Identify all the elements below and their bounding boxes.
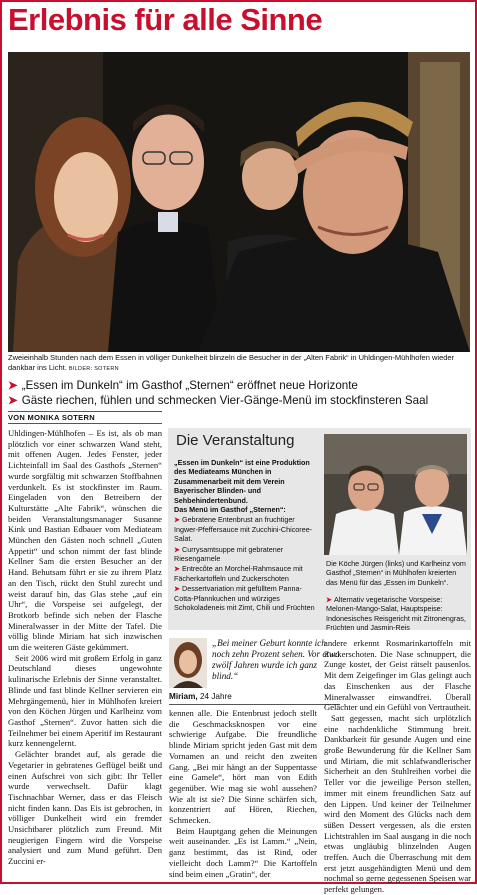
article-column-2 [169,708,317,880]
menu-item: ➤ Dessertvariation mit gefülltem Panna-Cotta-Pfannkuchen und würziges Schokoladeneis mit Zimt, Chili und Früchten [174,584,315,613]
info-box-intro: „Essen im Dunkeln“ ist eine Produktion des Mediateams München in Zusammenarbeit mit dem Verein Bayerischer Blinden- und Sehbehindertenbund. [174,458,310,505]
portrait-illustration [169,638,207,688]
article-column-3 [324,638,471,895]
quote-name: Miriam, [169,692,198,701]
info-box [168,428,471,633]
subhead-1: ➤ „Essen im Dunkeln“ im Gasthof „Sternen“ eröffnet neue Horizonte [8,379,358,392]
arrow-icon: ➤ [8,379,18,392]
paragraph: andere erkennt Rosmarinkartoffeln mit Zuckerschoten. Die Nase schnuppert, die Zunge kostet, der Geist rätselt pausenlos. Mit dem Zeigefinger im Glas gelingt auch das Einschenken aus der Flasche Mineralwasser einwandfrei. Überall Gelächter und ein Gefühl von Vertrautheit. [324,638,471,713]
quote-attribution [169,692,232,701]
photo-credit: BILDER: SOTERN [68,366,119,372]
divider [8,411,162,412]
article-column-1 [8,428,162,880]
subheads [8,378,470,408]
main-photo [8,52,470,352]
caption-text: Zweieinhalb Stunden nach dem Essen in völliger Dunkelheit blinzeln die Besucher in der „Alten Fabrik“ in Uhldingen-Mühlhofen wieder dankbar ins Licht. [8,353,455,372]
miriam-portrait [169,638,207,688]
arrow-icon: ➤ [174,515,183,525]
menu-item: ➤ Currysamtsuppe mit gebratener Riesengarnele [174,544,284,564]
info-box-text [174,458,320,613]
chefs-illustration [324,434,467,555]
arrow-icon: ➤ [326,595,335,604]
menu-item: ➤ Entrecôte an Morchel-Rahmsauce mit Fächerkartoffeln und Zuckerschoten [174,564,303,583]
divider [169,704,340,705]
headline: Erlebnis für alle Sinne [8,2,323,37]
paragraph: Gelächter brandet auf, als gerade die Vegetarier in gebratenes Geflügel beißt und einen Aufschrei von sich gibt: Ihr Teller wurde verwechselt. Dafür klagt Tischnachbar Werner, dass er das Fleisch nicht finden kann. Das Eis ist gebrochen, in völliger Dunkelheit wird ein fremder Unsichtbarer plötzlich zum Freund. Mit neugierigen Fingern wird die Vorspeise analysiert und zum Mund geführt. Den Zuccini er- [8,749,162,867]
byline: VON MONIKA SOTERN [8,413,95,422]
chefs-photo [324,434,467,555]
arrow-icon: ➤ [174,564,183,574]
vegetarian-alternative: ➤ Alternativ vegetarische Vorspeise: Melonen-Mango-Salat, Hauptspeise: Indonesisches Reisgericht mit Zitronengras, Früchten und Jasmin-Reis [326,595,466,633]
menu-item: ➤ Gebratene Entenbrust an fruchtiger Ingwer-Pfeffersauce mit Zucchini-Chicoree-Salat. [174,515,313,544]
arrow-icon: ➤ [8,394,18,407]
arrow-icon: ➤ [174,584,183,594]
info-box-title: Die Veranstaltung [176,432,295,449]
paragraph: Uhldingen-Mühlhofen – Es ist, als ob man plötzlich vor einer schwarzen Wand steht, mit offenen Augen. Jedes Fenster, jeder Lichteinfall im Saal des Gasthofs „Sternen“ wurde sorgfältig mit schwarzen Stoffbahnen verdunkelt. Es ist stockfinster im Raum. Eingeladen von den Betreibern der Kulturstätte „Alte Fabrik“, wünschen die beiden Veranstaltungsmanager Susanne Kink und Bastian Edbauer vom Mediateam München den Gästen noch schnell „Guten Appetit“ und schon nimmt der fast blinde Kellner Sam die ersten Besucher an der Hand. Behutsam führt er sie zu ihrem Platz an den Tisch, rückt den Stuhl zurecht und weist darauf hin, das Glas stehe „auf ein Uhr“, die Vorspeise sei aufgelegt, der Brotkorb befinde sich neben der Flasche Mineralwasser in der Mitte der Tafel. Die völlig blinde Miriam hat sich inzwischen um die weiteren Gäste gekümmert. [8,428,162,653]
arrow-icon: ➤ [174,544,183,554]
paragraph: Seit 2006 wird mit großem Erfolg in ganz Deutschland dieses ungewohnte kulinarische Erlebnis der Sinne veranstaltet. Blinde und fast blinde Kellner servieren ein Mehrgängemenü, hier in Mühlhofen kreiert von den Köchen Jürgen und Karlheinz vom Gasthof „Sternen“. Zuvor hatten sich die Teilnehmer bei einem Aperitif im Restaurant kurz kennengelernt. [8,652,162,749]
chefs-caption: Die Köche Jürgen (links) und Karlheinz vom Gasthof „Sternen“ in Mühlhofen kreierten das Menü für das „Essen im Dunkeln“. [326,559,466,587]
main-photo-illustration [8,52,470,352]
quote-text: „Bei meiner Geburt konnte ich noch zehn Prozent sehen. Vor etwa zwölf Jahren wurde ich ganz blind.“ [212,638,340,681]
paragraph: Beim Hauptgang gehen die Meinungen weit auseinander. „Es ist Lamm.“ „Nein, ganz bestimmt, das ist Rind, oder vielleicht doch Lamm?“ Die Kartoffeln sind beim einen „Gratin“, der [169,825,317,879]
paragraph: kennen alle. Die Entenbrust jedoch stellt die Geschmacksknospen vor eine schwierige Aufgabe. Die freundliche blinde Miriam spricht jeden Gast mit dem Vornamen an und reicht den zweiten Gang. „Bei mir hängt an der Suppentasse eine Gamele“, hört man von Edith gegenüber. Wie mag sie wohl aussehen? Wie alt ist sie? Die Sinne schärfen sich, konzentriert auf Hören, Riechen, Schmecken. [169,708,317,826]
divider [8,423,162,424]
photo-caption [8,353,470,374]
paragraph: Satt gegessen, macht sich urplötzlich eine nachdenkliche Stimmung breit. Dankbarkeit für gesunde Augen und eine große Bewunderung für die Kellner Sam und Miriam, die mit schlafwandlerischer Sicherheit an den Stuhlreihen vorbei die Teller vor die jeweilige Person stellen, immer mit einem freundlichen Satz auf den Lippen. Und keiner der Teilnehmer wird den Moment des Glücks nach dem süßen Dessert vergessen, als die ersten Lichtstrahlen im Saal ausgang in die noch etwas ungläubig blinzelnden Augen treffen. Auch die Überraschung mit dem erst jetzt ausgehändigten Menü und dem nochmal so gerne gegessenen Speisen war perfekt gelungen. [324,712,471,895]
quote-age: 24 Jahre [199,692,232,701]
menu-heading: Das Menü im Gasthof „Sternen“: [174,505,286,515]
subhead-2: ➤ Gäste riechen, fühlen und schmecken Vier-Gänge-Menü im stockfinsteren Saal [8,394,429,407]
